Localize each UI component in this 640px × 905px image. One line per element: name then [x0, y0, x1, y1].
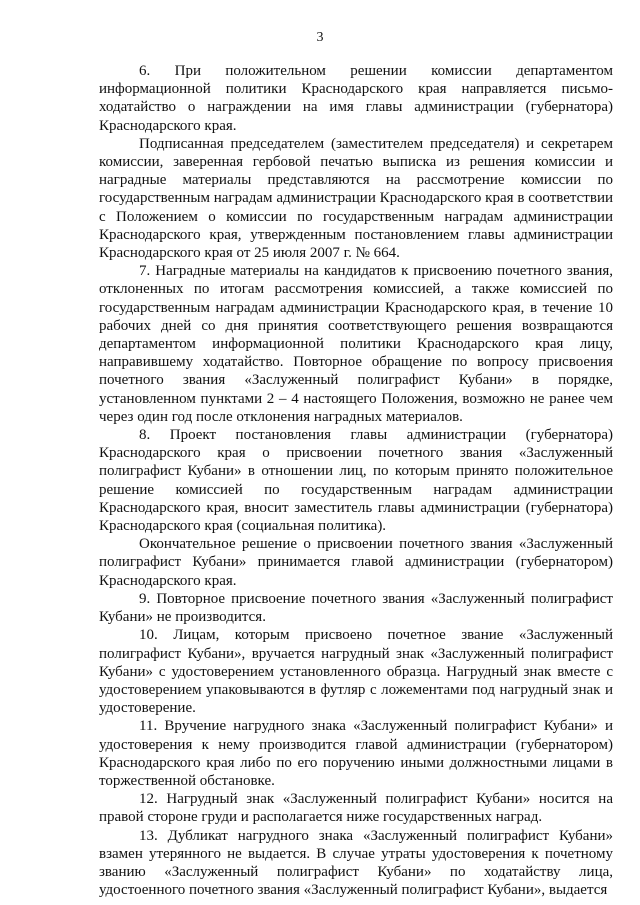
document-body — [99, 62, 613, 899]
paragraph-8: 8. Проект постановления главы администрации (губернатора) Краснодарского края о присвоении почетного звания «Заслуженный полиграфист Кубани» в отношении лиц, по которым принято положительное решение комиссией по государственным наградам администрации Краснодарского края, вносит заместитель главы администрации (губернатора) Краснодарского края (социальная политика). — [99, 427, 613, 535]
page-number: 3 — [316, 30, 324, 45]
paragraph-11: 11. Вручение нагрудного знака «Заслуженный полиграфист Кубани» и удостоверения к нему производится главой администрации (губернатором) Краснодарского края либо по его поручению иными должностными лицами в торжественной обстановке. — [99, 718, 613, 789]
paragraph-6: 6. При положительном решении комиссии департаментом информационной политики Краснодарского края направляется письмо-ходатайство о награждении на имя главы администрации (губернатора) Краснодарского края. — [99, 63, 613, 134]
paragraph-8-continuation: Окончательное решение о присвоении почетного звания «Заслуженный полиграфист Кубани» принимается главой администрации (губернатором) Краснодарского края. — [99, 536, 613, 589]
paragraph-12: 12. Нагрудный знак «Заслуженный полиграфист Кубани» носится на правой стороне груди и располагается ниже государственных наград. — [99, 791, 613, 826]
paragraph-9: 9. Повторное присвоение почетного звания «Заслуженный полиграфист Кубани» не производится. — [99, 590, 613, 626]
paragraph-7: 7. Наградные материалы на кандидатов к присвоению почетного звания, отклоненных по итогам рассмотрения комиссией, а также комиссией по государственным наградам администрации Краснодарского края, в течение 10 рабочих дней со дня принятия соответствующего решения возвращаются департаментом информационной политики Краснодарского края лицу, направившему ходатайство. Повторное обращение по вопросу присвоения почетного звания «Заслуженный полиграфист Кубани» в порядке, установленном пунктами 2 – 4 настоящего Положения, возможно не ранее чем через один год после отклонения наградных материалов. — [99, 263, 613, 425]
paragraph-10: 10. Лицам, которым присвоено почетное звание «Заслуженный полиграфист Кубани», вручается нагрудный знак «Заслуженный полиграфист Кубани» с удостоверением установленного образца. Нагрудный знак вместе с удостоверением упаковываются в футляр с ложементами под нагрудный знак и удостоверение. — [99, 627, 613, 717]
paragraph-13: 13. Дубликат нагрудного знака «Заслуженный полиграфист Кубани» взамен утерянного не выдается. В случае утраты удостоверения к почетному званию «Заслуженный полиграфист Кубани» по ходатайству лица, удостоенного почетного звания «Заслуженный полиграфист Кубани», выдается — [99, 827, 613, 899]
paragraph-6-continuation: Подписанная председателем (заместителем председателя) и секретарем комиссии, заверенная гербовой печатью выписка из решения комиссии и наградные материалы представляются на рассмотрение комиссии по государственным наградам администрации Краснодарского края в соответствии с Положением о комиссии по государственным наградам администрации Краснодарского края, утвержденным постановлением главы администрации Краснодарского края от 25 июля 2007 г. № 664. — [99, 135, 613, 262]
